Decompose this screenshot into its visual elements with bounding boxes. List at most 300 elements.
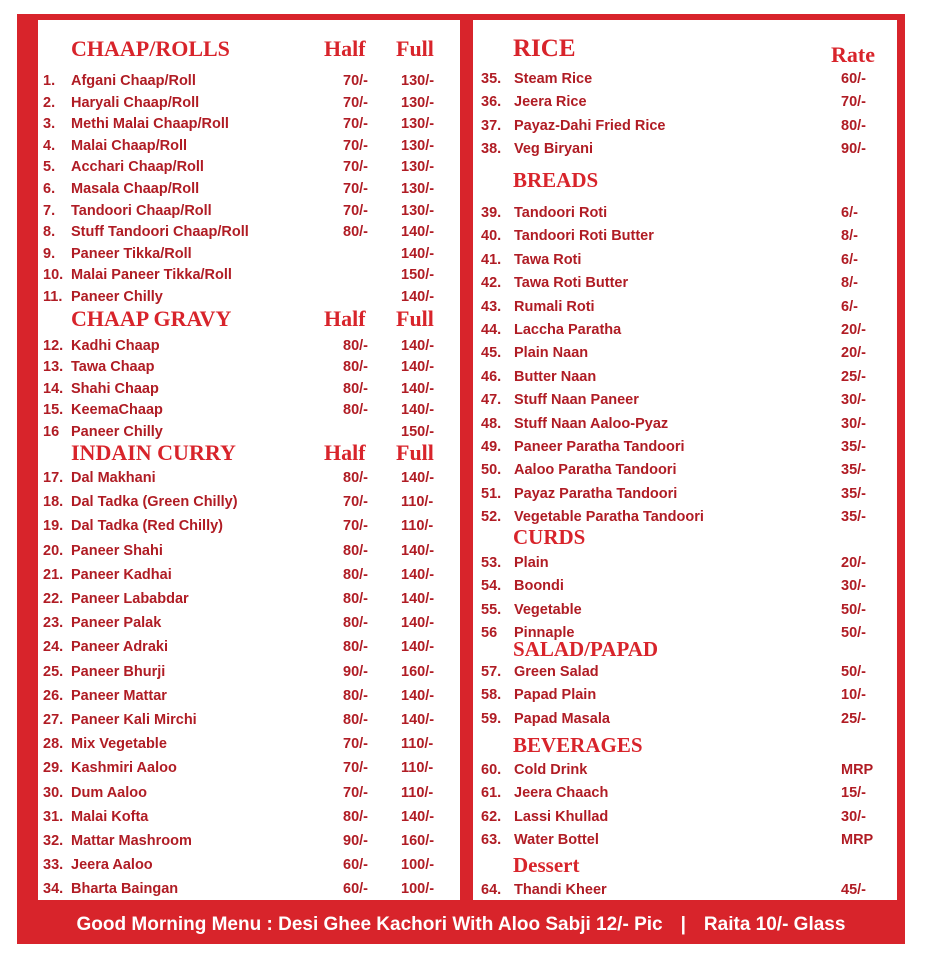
item-name: Laccha Paratha <box>514 322 622 338</box>
menu-item-row <box>473 575 897 597</box>
item-rate: 35/- <box>841 509 866 526</box>
item-name: Mix Vegetable <box>71 736 167 753</box>
item-name: Boondi <box>514 578 564 595</box>
item-rate: 20/- <box>841 555 866 571</box>
item-name: Tawa Chaap <box>71 359 155 376</box>
full-price: 140/- <box>401 687 435 704</box>
half-price: 80/- <box>343 542 368 559</box>
item-name: Acchari Chaap/Roll <box>71 159 204 176</box>
item-name: Paneer Mattar <box>71 687 167 704</box>
menu-item-row <box>38 135 460 157</box>
item-name: Jeera Chaach <box>514 785 609 802</box>
item-number: 31. <box>43 808 64 825</box>
menu-item-row <box>38 612 460 634</box>
full-price: 140/- <box>401 615 435 632</box>
full-price: 150/- <box>401 267 435 284</box>
half-price: 70/- <box>343 760 368 777</box>
item-number: 29. <box>43 760 64 777</box>
menu-item-row <box>38 378 460 400</box>
item-number: 23. <box>43 615 64 632</box>
item-name: Paneer Shahi <box>71 542 163 559</box>
menu-item-row <box>473 436 897 458</box>
full-price: 130/- <box>401 202 435 219</box>
item-number: 51. <box>481 485 502 502</box>
menu-item-row <box>38 830 460 852</box>
item-name: Butter Naan <box>514 368 597 385</box>
item-name: Malai Chaap/Roll <box>71 137 188 154</box>
half-price: 70/- <box>343 73 368 89</box>
item-number: 1. <box>43 73 56 89</box>
item-name: Kashmiri Aaloo <box>71 760 177 777</box>
item-name: Stuff Tandoori Chaap/Roll <box>71 224 249 241</box>
item-name: Malai Kofta <box>71 808 149 825</box>
item-number: 57. <box>481 664 502 680</box>
half-column-header: Half <box>324 36 366 61</box>
menu-item-row <box>38 70 460 92</box>
item-number: 5. <box>43 159 56 176</box>
half-price: 80/- <box>343 470 368 486</box>
item-rate: 30/- <box>841 578 866 595</box>
item-number: 8. <box>43 224 56 241</box>
item-number: 62. <box>481 808 502 825</box>
menu-item-row <box>38 467 460 489</box>
item-rate: 6/- <box>841 251 858 268</box>
full-price: 140/- <box>401 380 435 397</box>
item-number: 26. <box>43 687 64 704</box>
menu-item-row <box>473 366 897 388</box>
item-rate: 30/- <box>841 808 866 825</box>
menu-item-row <box>473 483 897 505</box>
item-rate: 30/- <box>841 415 866 432</box>
full-column-header: Full <box>396 306 434 331</box>
item-rate: 70/- <box>841 94 866 111</box>
menu-item-row <box>38 878 460 900</box>
menu-item-row <box>473 115 897 137</box>
item-number: 44. <box>481 322 502 338</box>
item-number: 56 <box>481 625 498 642</box>
item-name: Aaloo Paratha Tandoori <box>514 462 677 479</box>
half-price: 70/- <box>343 137 368 154</box>
item-number: 33. <box>43 857 64 874</box>
full-price: 160/- <box>401 663 435 680</box>
section-title: CURDS <box>513 525 586 549</box>
item-name: Tawa Roti <box>514 251 582 268</box>
half-price: 70/- <box>343 494 368 511</box>
item-number: 37. <box>481 117 502 134</box>
half-price: 60/- <box>343 857 368 874</box>
full-price: 130/- <box>401 73 435 89</box>
half-price: 70/- <box>343 94 368 111</box>
half-price: 80/- <box>343 712 368 728</box>
item-rate: 50/- <box>841 625 866 642</box>
full-price: 140/- <box>401 712 435 728</box>
full-price: 140/- <box>401 639 435 656</box>
item-name: Haryali Chaap/Roll <box>71 94 200 111</box>
item-name: Shahi Chaap <box>71 380 159 397</box>
menu-item-row <box>473 91 897 113</box>
menu-item-row <box>38 685 460 707</box>
item-number: 48. <box>481 415 502 432</box>
item-name: Rumali Roti <box>514 298 595 315</box>
half-price: 70/- <box>343 518 368 535</box>
item-rate: 6/- <box>841 298 858 315</box>
menu-item-row <box>38 286 460 308</box>
item-number: 24. <box>43 639 64 656</box>
item-name: Papad Plain <box>514 687 597 704</box>
left-menu-panel <box>38 20 460 900</box>
full-price: 110/- <box>401 736 434 753</box>
full-price: 160/- <box>401 833 435 849</box>
item-number: 47. <box>481 392 502 409</box>
section-title: RICE <box>513 35 576 62</box>
item-name: Paneer Bhurji <box>71 663 166 680</box>
full-price: 140/- <box>401 359 435 376</box>
menu-item-row <box>38 113 460 135</box>
item-number: 15. <box>43 402 64 419</box>
item-name: KeemaChaap <box>71 402 163 419</box>
item-rate: 6/- <box>841 205 858 221</box>
menu-item-row <box>38 264 460 286</box>
item-number: 7. <box>43 202 56 219</box>
full-price: 130/- <box>401 159 435 176</box>
item-rate: 90/- <box>841 141 866 158</box>
full-price: 110/- <box>401 760 434 777</box>
menu-item-row <box>38 709 460 731</box>
item-number: 4. <box>43 137 56 154</box>
item-number: 25. <box>43 663 64 680</box>
item-number: 53. <box>481 555 502 571</box>
item-number: 50. <box>481 462 502 479</box>
item-name: Malai Paneer Tikka/Roll <box>71 267 232 284</box>
item-name: Jeera Rice <box>514 94 587 111</box>
menu-item-row <box>473 759 897 781</box>
full-price: 110/- <box>401 784 434 801</box>
item-name: Cold Drink <box>514 762 588 778</box>
full-price: 130/- <box>401 181 435 197</box>
full-price: 140/- <box>401 470 435 486</box>
full-price: 130/- <box>401 116 435 133</box>
menu-item-row <box>38 564 460 586</box>
menu-item-row <box>473 68 897 90</box>
item-number: 45. <box>481 345 502 362</box>
item-name: Masala Chaap/Roll <box>71 181 200 197</box>
menu-item-row <box>473 296 897 318</box>
item-number: 49. <box>481 439 502 455</box>
item-number: 32. <box>43 833 64 849</box>
half-price: 90/- <box>343 663 368 680</box>
item-name: Stuff Naan Aaloo-Pyaz <box>514 415 669 432</box>
half-price: 80/- <box>343 615 368 632</box>
menu-item-row <box>38 243 460 265</box>
item-name: Paneer Adraki <box>71 639 168 656</box>
item-number: 40. <box>481 228 502 245</box>
item-name: Dal Tadka (Red Chilly) <box>71 518 224 535</box>
full-price: 140/- <box>401 808 435 825</box>
menu-item-row <box>38 806 460 828</box>
footer-morning-menu: Good Morning Menu : Desi Ghee Kachori With Aloo Sabji 12/- Pic <box>76 914 663 935</box>
item-name: Dal Makhani <box>71 470 156 486</box>
item-rate: 50/- <box>841 601 866 618</box>
item-name: Kadhi Chaap <box>71 338 160 354</box>
item-name: Methi Malai Chaap/Roll <box>71 116 229 133</box>
section-title: SALAD/PAPAD <box>513 637 659 661</box>
menu-item-row <box>38 661 460 683</box>
item-number: 63. <box>481 832 502 849</box>
item-name: Paneer Chilly <box>71 289 163 305</box>
half-price: 70/- <box>343 181 368 197</box>
half-column-header: Half <box>324 306 366 331</box>
full-column-header: Full <box>396 440 434 465</box>
item-number: 60. <box>481 762 502 778</box>
full-price: 140/- <box>401 245 435 262</box>
section-title: CHAAP GRAVY <box>71 306 232 331</box>
item-name: Afgani Chaap/Roll <box>71 73 196 89</box>
half-price: 80/- <box>343 687 368 704</box>
menu-item-row <box>38 399 460 421</box>
item-name: Paneer Palak <box>71 615 162 632</box>
menu-item-row <box>38 515 460 537</box>
item-name: Paneer Tikka/Roll <box>71 245 192 262</box>
menu-item-row <box>473 806 897 828</box>
item-number: 36. <box>481 94 502 111</box>
menu-item-row <box>38 733 460 755</box>
full-price: 130/- <box>401 137 435 154</box>
item-name: Dal Tadka (Green Chilly) <box>71 494 238 511</box>
half-price: 70/- <box>343 116 368 133</box>
menu-item-row <box>38 356 460 378</box>
menu-item-row <box>38 588 460 610</box>
item-name: Thandi Kheer <box>514 882 607 898</box>
menu-item-row <box>473 782 897 804</box>
half-price: 80/- <box>343 338 368 354</box>
item-name: Dum Aaloo <box>71 784 147 801</box>
item-rate: 10/- <box>841 687 866 704</box>
item-number: 55. <box>481 601 502 618</box>
half-price: 80/- <box>343 566 368 583</box>
item-name: Pinnaple <box>514 625 575 642</box>
right-menu-panel <box>473 20 897 900</box>
item-name: Vegetable Paratha Tandoori <box>514 509 704 526</box>
menu-item-row <box>38 178 460 200</box>
menu-item-row <box>473 708 897 730</box>
item-name: Green Salad <box>514 664 599 680</box>
item-rate: 20/- <box>841 322 866 338</box>
item-name: Tandoori Chaap/Roll <box>71 202 212 219</box>
item-number: 43. <box>481 298 502 315</box>
item-number: 30. <box>43 784 64 801</box>
item-rate: 25/- <box>841 710 866 727</box>
item-number: 38. <box>481 141 502 158</box>
item-number: 12. <box>43 338 64 354</box>
half-price: 70/- <box>343 202 368 219</box>
menu-item-row <box>473 661 897 683</box>
half-price: 80/- <box>343 639 368 656</box>
half-price: 80/- <box>343 402 368 419</box>
item-name: Paneer Lababdar <box>71 591 189 607</box>
item-name: Stuff Naan Paneer <box>514 392 639 409</box>
menu-item-row <box>38 92 460 114</box>
menu-item-row <box>38 200 460 222</box>
section-title: Dessert <box>513 853 580 877</box>
menu-item-row <box>473 202 897 224</box>
menu-item-row <box>38 221 460 243</box>
item-name: Tawa Roti Butter <box>514 275 629 292</box>
item-rate: 8/- <box>841 228 858 245</box>
item-number: 42. <box>481 275 502 292</box>
item-name: Payaz Paratha Tandoori <box>514 485 678 502</box>
item-name: Vegetable <box>514 601 582 618</box>
full-price: 150/- <box>401 423 435 440</box>
item-name: Veg Biryani <box>514 141 593 158</box>
full-price: 140/- <box>401 542 435 559</box>
item-name: Tandoori Roti Butter <box>514 228 654 245</box>
item-name: Water Bottel <box>514 832 599 849</box>
item-number: 61. <box>481 785 502 802</box>
item-number: 35. <box>481 71 502 87</box>
menu-item-row <box>473 552 897 574</box>
half-price: 80/- <box>343 808 368 825</box>
menu-item-row <box>38 540 460 562</box>
menu-item-row <box>473 599 897 621</box>
menu-item-row <box>473 249 897 271</box>
menu-item-row <box>473 829 897 851</box>
menu-item-row <box>473 459 897 481</box>
full-price: 140/- <box>401 224 435 241</box>
menu-item-row <box>473 389 897 411</box>
item-name: Bharta Baingan <box>71 881 179 898</box>
item-name: Paneer Chilly <box>71 423 163 440</box>
full-price: 140/- <box>401 402 435 419</box>
item-rate: 35/- <box>841 485 866 502</box>
item-rate: 80/- <box>841 117 866 134</box>
item-rate: 15/- <box>841 785 866 802</box>
menu-item-row <box>473 879 897 901</box>
full-price: 100/- <box>401 881 435 898</box>
menu-item-row <box>38 636 460 658</box>
rate-column-header: Rate <box>831 42 875 67</box>
menu-item-row <box>38 854 460 876</box>
menu-item-row <box>473 684 897 706</box>
item-rate: 50/- <box>841 664 866 680</box>
item-rate: 45/- <box>841 882 866 898</box>
item-rate: 30/- <box>841 392 866 409</box>
menu-item-row <box>473 413 897 435</box>
item-rate: 35/- <box>841 439 866 455</box>
item-name: Paneer Kali Mirchi <box>71 712 197 728</box>
item-number: 2. <box>43 94 56 111</box>
half-price: 80/- <box>343 591 368 607</box>
item-rate: 25/- <box>841 368 866 385</box>
half-price: 70/- <box>343 736 368 753</box>
item-name: Mattar Mashroom <box>71 833 192 849</box>
item-number: 17. <box>43 470 64 486</box>
half-column-header: Half <box>324 440 366 465</box>
item-name: Payaz-Dahi Fried Rice <box>514 117 666 134</box>
item-number: 6. <box>43 181 56 197</box>
menu-item-row <box>38 782 460 804</box>
item-number: 20. <box>43 542 64 559</box>
item-number: 11. <box>43 289 63 305</box>
item-number: 54. <box>481 578 502 595</box>
item-name: Jeera Aaloo <box>71 857 153 874</box>
menu-item-row <box>38 757 460 779</box>
menu-item-row <box>473 342 897 364</box>
item-number: 10. <box>43 267 64 284</box>
half-price: 70/- <box>343 784 368 801</box>
item-number: 46. <box>481 368 502 385</box>
item-number: 28. <box>43 736 64 753</box>
item-name: Lassi Khullad <box>514 808 609 825</box>
item-rate: MRP <box>841 762 874 778</box>
menu-item-row <box>473 138 897 160</box>
item-number: 13. <box>43 359 64 376</box>
footer-separator: | <box>680 914 686 935</box>
section-title: BREADS <box>513 168 599 192</box>
full-price: 140/- <box>401 289 435 305</box>
full-price: 110/- <box>401 518 434 535</box>
footer-banner <box>17 906 905 944</box>
item-number: 3. <box>43 116 56 133</box>
half-price: 80/- <box>343 380 368 397</box>
item-name: Tandoori Roti <box>514 205 608 221</box>
full-price: 110/- <box>401 494 434 511</box>
menu-item-row <box>473 272 897 294</box>
item-name: Plain <box>514 555 549 571</box>
full-price: 100/- <box>401 857 435 874</box>
full-price: 130/- <box>401 94 435 111</box>
item-number: 9. <box>43 245 56 262</box>
item-number: 59. <box>481 710 502 727</box>
item-name: Paneer Paratha Tandoori <box>514 439 685 455</box>
item-number: 64. <box>481 882 502 898</box>
menu-item-row <box>473 319 897 341</box>
menu-frame <box>17 14 905 944</box>
half-price: 60/- <box>343 881 368 898</box>
item-name: Plain Naan <box>514 345 589 362</box>
item-rate: 8/- <box>841 275 858 292</box>
half-price: 80/- <box>343 224 368 241</box>
half-price: 70/- <box>343 159 368 176</box>
half-price: 90/- <box>343 833 368 849</box>
item-number: 52. <box>481 509 502 526</box>
item-rate: 60/- <box>841 71 866 87</box>
menu-item-row <box>38 335 460 357</box>
item-number: 58. <box>481 687 502 704</box>
item-number: 21. <box>43 566 64 583</box>
menu-item-row <box>38 156 460 178</box>
item-number: 19. <box>43 518 64 535</box>
menu-item-row <box>38 491 460 513</box>
footer-raita: Raita 10/- Glass <box>703 914 846 935</box>
item-name: Paneer Kadhai <box>71 566 172 583</box>
item-rate: 20/- <box>841 345 866 362</box>
item-number: 18. <box>43 494 64 511</box>
item-number: 41. <box>481 251 502 268</box>
full-column-header: Full <box>396 36 434 61</box>
menu-item-row <box>473 225 897 247</box>
section-title: CHAAP/ROLLS <box>71 36 230 61</box>
item-name: Steam Rice <box>514 71 593 87</box>
item-number: 22. <box>43 591 64 607</box>
item-number: 16 <box>43 423 60 440</box>
full-price: 140/- <box>401 566 435 583</box>
item-name: Papad Masala <box>514 710 610 727</box>
full-price: 140/- <box>401 338 435 354</box>
item-number: 34. <box>43 881 64 898</box>
item-rate: 35/- <box>841 462 866 479</box>
section-title: INDAIN CURRY <box>71 440 236 465</box>
full-price: 140/- <box>401 591 435 607</box>
